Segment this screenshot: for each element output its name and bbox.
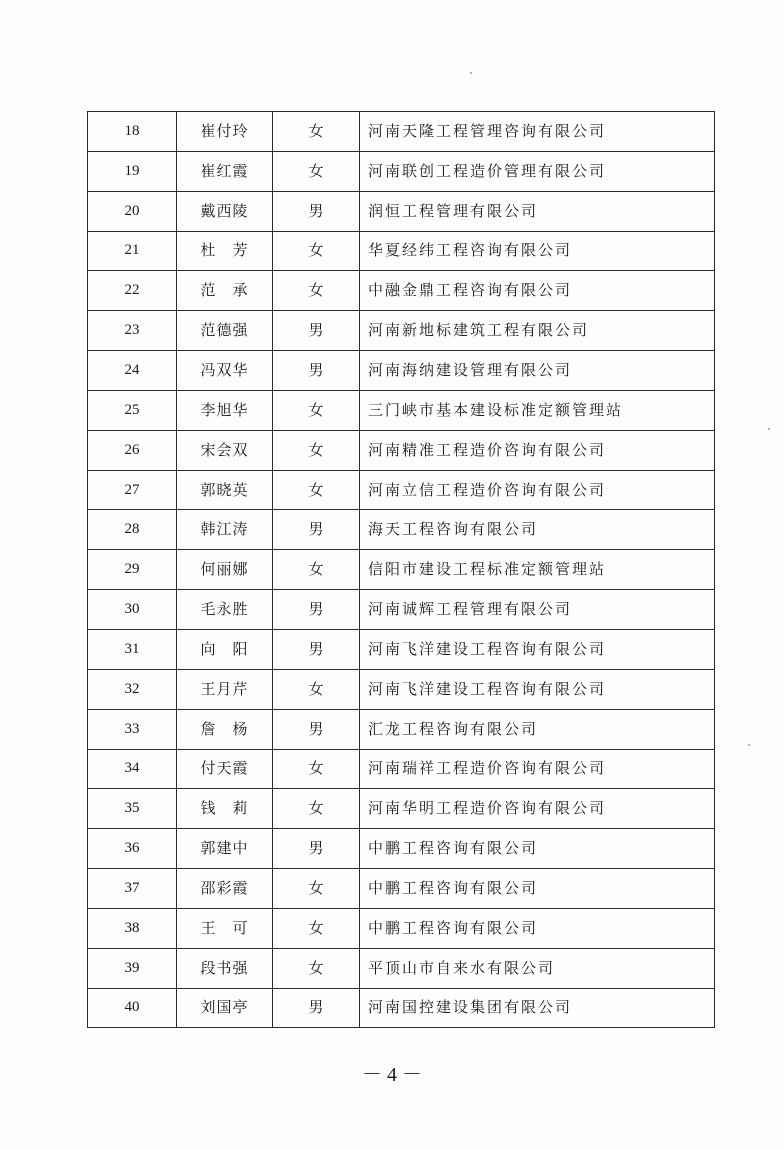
name-cell: 郭晓英: [177, 470, 273, 510]
gender-cell: 女: [273, 908, 360, 948]
table-row: [88, 709, 715, 749]
organization-cell: 华夏经纬工程咨询有限公司: [360, 231, 715, 271]
name-cell: 范 承: [177, 271, 273, 311]
gender-cell: 男: [273, 191, 360, 231]
gender-cell: 女: [273, 669, 360, 709]
organization-cell: 海天工程咨询有限公司: [360, 510, 715, 550]
organization-cell: 汇龙工程咨询有限公司: [360, 709, 715, 749]
gender-cell: 女: [273, 271, 360, 311]
row-number-cell: 38: [88, 908, 177, 948]
row-number-cell: 35: [88, 789, 177, 829]
name-cell: 宋会双: [177, 430, 273, 470]
row-number-cell: 30: [88, 590, 177, 630]
gender-cell: 女: [273, 231, 360, 271]
table-row: [88, 271, 715, 311]
scan-speck: [768, 428, 770, 430]
organization-cell: 河南新地标建筑工程有限公司: [360, 311, 715, 351]
table-row: [88, 948, 715, 988]
organization-cell: 河南飞洋建设工程咨询有限公司: [360, 669, 715, 709]
gender-cell: 男: [273, 988, 360, 1028]
table-row: [88, 311, 715, 351]
table-row: [88, 470, 715, 510]
organization-cell: 中融金鼎工程咨询有限公司: [360, 271, 715, 311]
gender-cell: 男: [273, 351, 360, 391]
row-number-cell: 36: [88, 829, 177, 869]
table-row: [88, 550, 715, 590]
table-row: [88, 510, 715, 550]
gender-cell: 男: [273, 629, 360, 669]
table-row: [88, 869, 715, 909]
organization-cell: 信阳市建设工程标准定额管理站: [360, 550, 715, 590]
page-number: － 4 －: [362, 1064, 422, 1086]
organization-cell: 河南立信工程造价咨询有限公司: [360, 470, 715, 510]
name-cell: 韩江涛: [177, 510, 273, 550]
name-cell: 王 可: [177, 908, 273, 948]
organization-cell: 河南诚辉工程管理有限公司: [360, 590, 715, 630]
row-number-cell: 23: [88, 311, 177, 351]
name-cell: 戴西陵: [177, 191, 273, 231]
name-cell: 范德强: [177, 311, 273, 351]
scan-speck: [748, 744, 750, 746]
row-number-cell: 25: [88, 390, 177, 430]
name-cell: 付天霞: [177, 749, 273, 789]
name-cell: 崔红霞: [177, 151, 273, 191]
organization-cell: 润恒工程管理有限公司: [360, 191, 715, 231]
row-number-cell: 29: [88, 550, 177, 590]
row-number-cell: 18: [88, 112, 177, 152]
scan-speck: [470, 72, 472, 74]
name-cell: 冯双华: [177, 351, 273, 391]
row-number-cell: 20: [88, 191, 177, 231]
table-row: [88, 908, 715, 948]
name-cell: 向 阳: [177, 629, 273, 669]
table-row: [88, 351, 715, 391]
organization-cell: 河南精准工程造价咨询有限公司: [360, 430, 715, 470]
gender-cell: 女: [273, 869, 360, 909]
organization-cell: 河南天隆工程管理咨询有限公司: [360, 112, 715, 152]
name-cell: 李旭华: [177, 390, 273, 430]
organization-cell: 河南瑞祥工程造价咨询有限公司: [360, 749, 715, 789]
roster-table: [87, 111, 715, 1028]
organization-cell: 河南海纳建设管理有限公司: [360, 351, 715, 391]
row-number-cell: 21: [88, 231, 177, 271]
gender-cell: 女: [273, 470, 360, 510]
table-row: [88, 151, 715, 191]
table-row: [88, 390, 715, 430]
row-number-cell: 33: [88, 709, 177, 749]
name-cell: 钱 莉: [177, 789, 273, 829]
name-cell: 崔付玲: [177, 112, 273, 152]
table-row: [88, 191, 715, 231]
name-cell: 詹 杨: [177, 709, 273, 749]
organization-cell: 平顶山市自来水有限公司: [360, 948, 715, 988]
gender-cell: 男: [273, 590, 360, 630]
organization-cell: 河南飞洋建设工程咨询有限公司: [360, 629, 715, 669]
gender-cell: 女: [273, 151, 360, 191]
name-cell: 段书强: [177, 948, 273, 988]
table-row: [88, 669, 715, 709]
name-cell: 刘国亭: [177, 988, 273, 1028]
table-row: [88, 988, 715, 1028]
row-number-cell: 32: [88, 669, 177, 709]
organization-cell: 河南华明工程造价咨询有限公司: [360, 789, 715, 829]
gender-cell: 女: [273, 749, 360, 789]
gender-cell: 男: [273, 510, 360, 550]
row-number-cell: 22: [88, 271, 177, 311]
gender-cell: 女: [273, 390, 360, 430]
row-number-cell: 31: [88, 629, 177, 669]
name-cell: 毛永胜: [177, 590, 273, 630]
table-row: [88, 231, 715, 271]
row-number-cell: 39: [88, 948, 177, 988]
name-cell: 邵彩霞: [177, 869, 273, 909]
name-cell: 王月芹: [177, 669, 273, 709]
table-row: [88, 629, 715, 669]
row-number-cell: 19: [88, 151, 177, 191]
table-row: [88, 112, 715, 152]
name-cell: 郭建中: [177, 829, 273, 869]
organization-cell: 河南国控建设集团有限公司: [360, 988, 715, 1028]
row-number-cell: 24: [88, 351, 177, 391]
gender-cell: 女: [273, 112, 360, 152]
organization-cell: 中鹏工程咨询有限公司: [360, 869, 715, 909]
gender-cell: 女: [273, 430, 360, 470]
organization-cell: 中鹏工程咨询有限公司: [360, 908, 715, 948]
table-row: [88, 789, 715, 829]
table-row: [88, 430, 715, 470]
roster-table-body: [88, 112, 715, 1028]
organization-cell: 三门峡市基本建设标准定额管理站: [360, 390, 715, 430]
table-row: [88, 590, 715, 630]
name-cell: 杜 芳: [177, 231, 273, 271]
table-row: [88, 749, 715, 789]
organization-cell: 中鹏工程咨询有限公司: [360, 829, 715, 869]
table-row: [88, 829, 715, 869]
row-number-cell: 26: [88, 430, 177, 470]
organization-cell: 河南联创工程造价管理有限公司: [360, 151, 715, 191]
row-number-cell: 28: [88, 510, 177, 550]
gender-cell: 女: [273, 550, 360, 590]
gender-cell: 男: [273, 829, 360, 869]
row-number-cell: 40: [88, 988, 177, 1028]
gender-cell: 男: [273, 311, 360, 351]
gender-cell: 女: [273, 789, 360, 829]
name-cell: 何丽娜: [177, 550, 273, 590]
row-number-cell: 34: [88, 749, 177, 789]
row-number-cell: 37: [88, 869, 177, 909]
gender-cell: 女: [273, 948, 360, 988]
row-number-cell: 27: [88, 470, 177, 510]
gender-cell: 男: [273, 709, 360, 749]
